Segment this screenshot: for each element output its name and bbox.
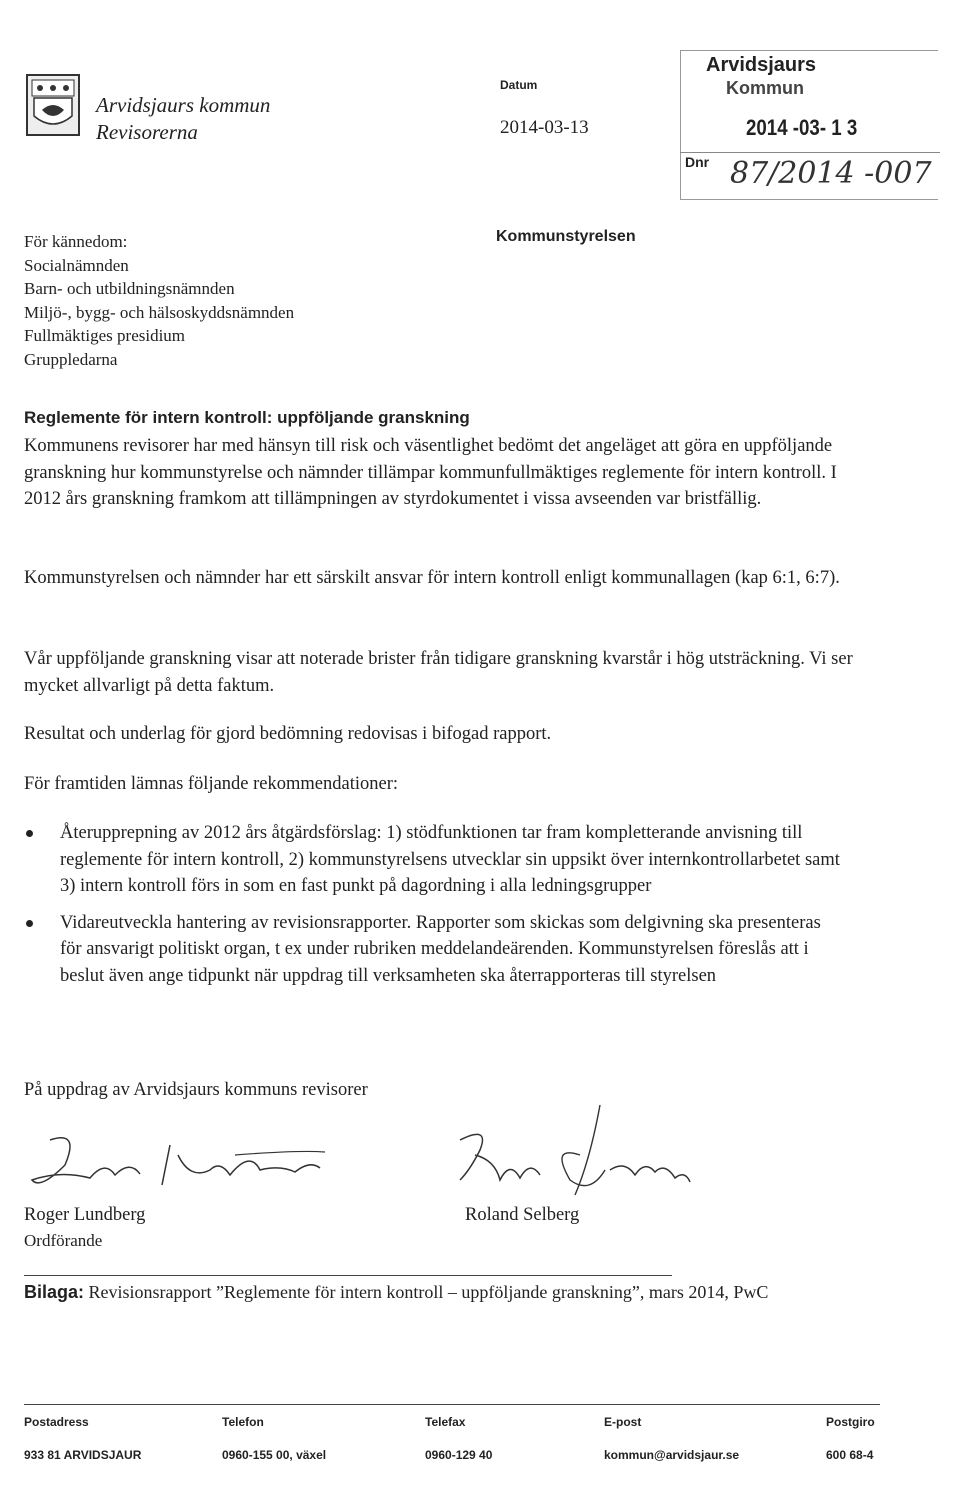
recommendation-list	[24, 820, 844, 999]
organization-name	[96, 92, 270, 146]
signature-roland-selberg	[440, 1100, 700, 1210]
recommendation-item: Återupprepning av 2012 års åtgärdsförslag: 1) stödfunktionen tar fram kompletterande anvisning till reglemente för intern kontroll, 2) kommunstyrelsens utvecklar sin uppsikt över internkontrollarbetet samt 3) intern kontroll förs in som en fast punkt på dagordning i alla ledningsgrupper	[24, 820, 844, 900]
body-paragraph: Kommunstyrelsen och nämnder har ett särskilt ansvar för intern kontroll enligt kommunallagen (kap 6:1, 6:7).	[24, 568, 840, 588]
date-label: Datum	[500, 78, 538, 92]
signatory-title: Ordförande	[24, 1231, 103, 1250]
stamp-dnr-handwritten: 87/2014 -007	[730, 156, 932, 191]
signatory-name: Roger Lundberg	[24, 1205, 146, 1225]
distribution-recipient: Fullmäktiges presidium	[24, 326, 186, 345]
footer-postgiro-label: Postgiro	[826, 1415, 875, 1429]
body-paragraph: Vår uppföljande granskning visar att noterade brister från tidigare granskning kvarstår i hög utsträckning. Vi ser mycket allvarligt på detta faktum.	[24, 649, 853, 696]
footer-epost: kommun@arvidsjaur.se	[604, 1448, 740, 1462]
stamp-date: 2014 -03- 1 3	[746, 115, 858, 140]
footer-telefax: 0960-129 40	[425, 1448, 493, 1462]
body-paragraph: Resultat och underlag för gjord bedömning redovisas i bifogad rapport.	[24, 724, 552, 744]
signature-roger-lundberg	[20, 1130, 340, 1200]
distribution-recipient: Miljö-, bygg- och hälsoskyddsnämnden	[24, 302, 295, 322]
distribution-recipient: Gruppledarna	[24, 349, 118, 369]
footer-divider	[24, 1404, 880, 1405]
footer-telefon-label: Telefon	[222, 1415, 264, 1429]
recommendation-item: Vidareutveckla hantering av revisionsrapporter. Rapporter som skickas som delgivning ska presenteras för ansvarigt politiskt organ, t ex under rubriken meddelandeärenden. Kommunstyrelsen föreslås att i beslut även ange tidpunkt när uppdrag till verksamheten ska återrapporteras till styrelsen	[24, 910, 844, 990]
distribution-list	[24, 230, 294, 371]
distribution-label: För kännedom:	[24, 232, 128, 251]
distribution-recipient: Barn- och utbildningsnämnden	[24, 279, 235, 298]
organization-line-1: Arvidsjaurs kommun	[96, 93, 271, 117]
footer-postadress: 933 81 ARVIDSJAUR	[24, 1448, 142, 1462]
distribution-recipient: Socialnämnden	[24, 255, 129, 275]
attachment-note	[24, 1282, 768, 1303]
attachment-label: Bilaga:	[24, 1282, 85, 1302]
organization-line-2: Revisorerna	[96, 120, 198, 144]
stamp-divider	[680, 152, 940, 153]
closing-line: På uppdrag av Arvidsjaurs kommuns revisorer	[24, 1080, 368, 1100]
footer-postgiro: 600 68-4	[826, 1448, 874, 1462]
stamp-organization-line-2: Kommun	[726, 78, 804, 98]
letter-recipient: Kommunstyrelsen	[496, 228, 636, 245]
date-value: 2014-03-13	[500, 117, 589, 138]
municipality-coat-of-arms-logo	[26, 74, 80, 136]
body-paragraph: För framtiden lämnas följande rekommendationer:	[24, 774, 398, 794]
footer-postadress-label: Postadress	[24, 1415, 89, 1429]
footer-telefax-label: Telefax	[425, 1415, 466, 1429]
stamp-dnr-label: Dnr	[685, 154, 710, 170]
attachment-text: Revisionsrapport ”Reglemente för intern kontroll – uppföljande granskning”, mars 2014, PwC	[88, 1282, 769, 1302]
body-paragraph: Kommunens revisorer har med hänsyn till risk och väsentlighet bedömt det angeläget att göra en uppföljande granskning hur kommunstyrelse och nämnder tillämpar kommunfullmäktiges reglemente för intern kontroll. I 2012 års granskning framkom att tillämpningen av styrdokumentet i vissa avseenden var bristfällig.	[24, 436, 837, 509]
letter-heading: Reglemente för intern kontroll: uppföljande granskning	[24, 408, 470, 427]
stamp-organization: Arvidsjaurs	[706, 54, 817, 76]
signatory-name: Roland Selberg	[465, 1205, 580, 1225]
footer-epost-label: E-post	[604, 1415, 642, 1429]
attachment-divider	[24, 1275, 672, 1276]
footer-telefon: 0960-155 00, växel	[222, 1448, 327, 1462]
